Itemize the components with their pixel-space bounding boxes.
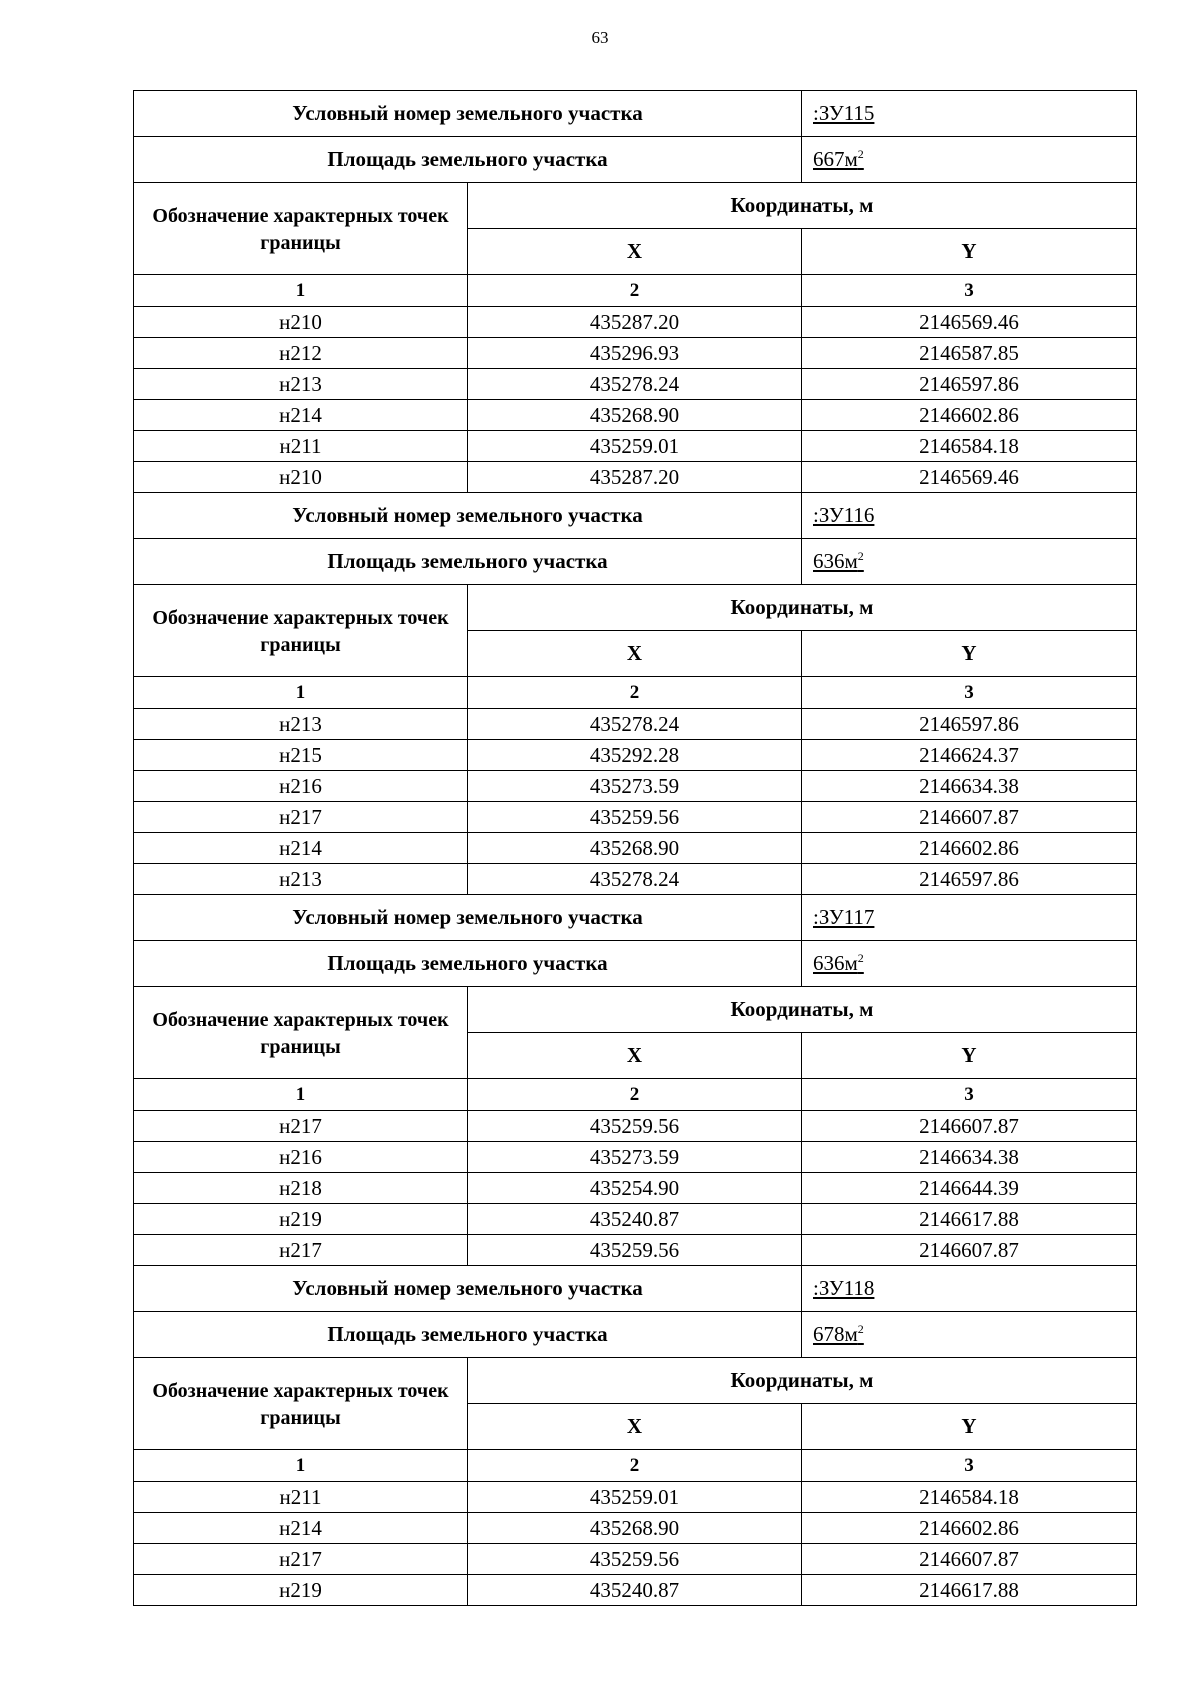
point-y: 2146617.88 <box>802 1575 1137 1606</box>
column-number-3: 3 <box>802 275 1137 307</box>
plot-id: :ЗУ116 <box>813 503 875 527</box>
point-row <box>134 1482 1137 1513</box>
plot-number-label: Условный номер земельного участка <box>134 493 802 539</box>
point-name: н214 <box>134 833 468 864</box>
point-row <box>134 462 1137 493</box>
point-row <box>134 802 1137 833</box>
point-x: 435254.90 <box>468 1173 802 1204</box>
coordinates-header: Координаты, м <box>468 987 1137 1033</box>
point-y: 2146617.88 <box>802 1204 1137 1235</box>
point-x: 435268.90 <box>468 833 802 864</box>
column-number-1: 1 <box>134 275 468 307</box>
point-x: 435273.59 <box>468 1142 802 1173</box>
point-row <box>134 400 1137 431</box>
column-number-3: 3 <box>802 677 1137 709</box>
plot-area-label: Площадь земельного участка <box>134 941 802 987</box>
points-header: Обозначение характерных точек границы <box>134 987 468 1079</box>
point-y: 2146584.18 <box>802 431 1137 462</box>
point-x: 435268.90 <box>468 400 802 431</box>
plot-number-row <box>134 1266 1137 1312</box>
coordinates-header: Координаты, м <box>468 1358 1137 1404</box>
point-row <box>134 740 1137 771</box>
point-row <box>134 1111 1137 1142</box>
column-number-2: 2 <box>468 275 802 307</box>
point-row <box>134 307 1137 338</box>
plot-area-value <box>802 941 1137 987</box>
plot-area-value <box>802 539 1137 585</box>
point-row <box>134 369 1137 400</box>
point-y: 2146597.86 <box>802 369 1137 400</box>
point-name: н213 <box>134 864 468 895</box>
y-header: Y <box>802 1033 1137 1079</box>
plot-area-row <box>134 137 1137 183</box>
plot-id: :ЗУ115 <box>813 101 875 125</box>
point-name: н217 <box>134 1544 468 1575</box>
plot-area-number: 636 <box>813 549 845 573</box>
point-x: 435259.56 <box>468 1544 802 1575</box>
plot-area <box>813 951 864 975</box>
point-name: н217 <box>134 1235 468 1266</box>
plot-area-value <box>802 1312 1137 1358</box>
plot-area-unit: м <box>844 147 858 171</box>
plot-area-row <box>134 1312 1137 1358</box>
plot-number-label: Условный номер земельного участка <box>134 1266 802 1312</box>
plot-area-unit-power: 2 <box>857 147 864 161</box>
column-number-3: 3 <box>802 1450 1137 1482</box>
plot-area-value <box>802 137 1137 183</box>
point-y: 2146644.39 <box>802 1173 1137 1204</box>
column-number-2: 2 <box>468 677 802 709</box>
point-name: н210 <box>134 307 468 338</box>
plot-number-label: Условный номер земельного участка <box>134 895 802 941</box>
point-y: 2146607.87 <box>802 1111 1137 1142</box>
points-header: Обозначение характерных точек границы <box>134 183 468 275</box>
point-x: 435268.90 <box>468 1513 802 1544</box>
y-header: Y <box>802 1404 1137 1450</box>
column-number-3: 3 <box>802 1079 1137 1111</box>
column-number-1: 1 <box>134 1079 468 1111</box>
point-row <box>134 1204 1137 1235</box>
point-name: н216 <box>134 771 468 802</box>
point-name: н216 <box>134 1142 468 1173</box>
x-header: X <box>468 631 802 677</box>
coordinates-header-row <box>134 183 1137 229</box>
points-header: Обозначение характерных точек границы <box>134 1358 468 1450</box>
point-x: 435259.01 <box>468 431 802 462</box>
plot-area-unit: м <box>844 951 858 975</box>
column-number-1: 1 <box>134 677 468 709</box>
point-y: 2146569.46 <box>802 307 1137 338</box>
point-x: 435292.28 <box>468 740 802 771</box>
point-x: 435259.56 <box>468 1235 802 1266</box>
point-y: 2146597.86 <box>802 864 1137 895</box>
point-y: 2146587.85 <box>802 338 1137 369</box>
column-number-row <box>134 275 1137 307</box>
plot-area-row <box>134 941 1137 987</box>
point-name: н217 <box>134 802 468 833</box>
point-y: 2146607.87 <box>802 1544 1137 1575</box>
point-name: н218 <box>134 1173 468 1204</box>
plot-number-row <box>134 895 1137 941</box>
y-header: Y <box>802 229 1137 275</box>
plot-id: :ЗУ117 <box>813 905 875 929</box>
plot-number-value <box>802 1266 1137 1312</box>
plot-area-label: Площадь земельного участка <box>134 137 802 183</box>
point-x: 435296.93 <box>468 338 802 369</box>
point-x: 435273.59 <box>468 771 802 802</box>
point-y: 2146602.86 <box>802 833 1137 864</box>
plot-id: :ЗУ118 <box>813 1276 875 1300</box>
column-number-2: 2 <box>468 1079 802 1111</box>
x-header: X <box>468 229 802 275</box>
point-y: 2146607.87 <box>802 1235 1137 1266</box>
column-number-1: 1 <box>134 1450 468 1482</box>
column-number-2: 2 <box>468 1450 802 1482</box>
plots-table <box>133 90 1137 1606</box>
column-number-row <box>134 677 1137 709</box>
plot-area-unit-power: 2 <box>857 549 864 563</box>
x-header: X <box>468 1404 802 1450</box>
plots-table-body <box>134 91 1137 1606</box>
point-x: 435240.87 <box>468 1204 802 1235</box>
point-row <box>134 864 1137 895</box>
plot-area-number: 678 <box>813 1322 845 1346</box>
coordinates-header: Координаты, м <box>468 585 1137 631</box>
plot-number-row <box>134 493 1137 539</box>
point-name: н213 <box>134 369 468 400</box>
plot-area <box>813 147 864 171</box>
x-header: X <box>468 1033 802 1079</box>
coordinates-header-row <box>134 987 1137 1033</box>
plot-area-row <box>134 539 1137 585</box>
plot-number-value <box>802 91 1137 137</box>
point-name: н213 <box>134 709 468 740</box>
point-row <box>134 1173 1137 1204</box>
point-y: 2146597.86 <box>802 709 1137 740</box>
point-x: 435259.56 <box>468 1111 802 1142</box>
point-x: 435259.56 <box>468 802 802 833</box>
plot-area-label: Площадь земельного участка <box>134 1312 802 1358</box>
column-number-row <box>134 1079 1137 1111</box>
point-y: 2146607.87 <box>802 802 1137 833</box>
plot-area-number: 667 <box>813 147 845 171</box>
point-name: н219 <box>134 1204 468 1235</box>
column-number-row <box>134 1450 1137 1482</box>
plot-number-value <box>802 493 1137 539</box>
plot-area-unit: м <box>844 1322 858 1346</box>
point-x: 435287.20 <box>468 462 802 493</box>
plot-number-row <box>134 91 1137 137</box>
point-y: 2146634.38 <box>802 1142 1137 1173</box>
point-row <box>134 338 1137 369</box>
plot-number-label: Условный номер земельного участка <box>134 91 802 137</box>
plot-area-label: Площадь земельного участка <box>134 539 802 585</box>
points-header: Обозначение характерных точек границы <box>134 585 468 677</box>
point-x: 435278.24 <box>468 864 802 895</box>
point-row <box>134 1544 1137 1575</box>
point-row <box>134 833 1137 864</box>
point-row <box>134 431 1137 462</box>
point-name: н217 <box>134 1111 468 1142</box>
page-number: 63 <box>591 28 609 47</box>
point-name: н210 <box>134 462 468 493</box>
point-y: 2146624.37 <box>802 740 1137 771</box>
point-row <box>134 1575 1137 1606</box>
point-x: 435240.87 <box>468 1575 802 1606</box>
plot-area <box>813 549 864 573</box>
plot-area-unit-power: 2 <box>857 1322 864 1336</box>
point-name: н211 <box>134 431 468 462</box>
point-name: н214 <box>134 1513 468 1544</box>
point-row <box>134 709 1137 740</box>
point-x: 435278.24 <box>468 369 802 400</box>
plot-area-number: 636 <box>813 951 845 975</box>
point-row <box>134 1513 1137 1544</box>
plot-area-unit: м <box>844 549 858 573</box>
plot-number-value <box>802 895 1137 941</box>
point-x: 435278.24 <box>468 709 802 740</box>
coordinates-header-row <box>134 1358 1137 1404</box>
point-name: н212 <box>134 338 468 369</box>
point-row <box>134 1142 1137 1173</box>
point-name: н214 <box>134 400 468 431</box>
coordinates-header: Координаты, м <box>468 183 1137 229</box>
point-row <box>134 771 1137 802</box>
point-x: 435259.01 <box>468 1482 802 1513</box>
plot-area <box>813 1322 864 1346</box>
coordinates-header-row <box>134 585 1137 631</box>
point-row <box>134 1235 1137 1266</box>
point-name: н219 <box>134 1575 468 1606</box>
point-y: 2146634.38 <box>802 771 1137 802</box>
point-y: 2146602.86 <box>802 1513 1137 1544</box>
point-y: 2146602.86 <box>802 400 1137 431</box>
point-name: н215 <box>134 740 468 771</box>
point-y: 2146584.18 <box>802 1482 1137 1513</box>
point-y: 2146569.46 <box>802 462 1137 493</box>
point-x: 435287.20 <box>468 307 802 338</box>
point-name: н211 <box>134 1482 468 1513</box>
plot-area-unit-power: 2 <box>857 951 864 965</box>
y-header: Y <box>802 631 1137 677</box>
